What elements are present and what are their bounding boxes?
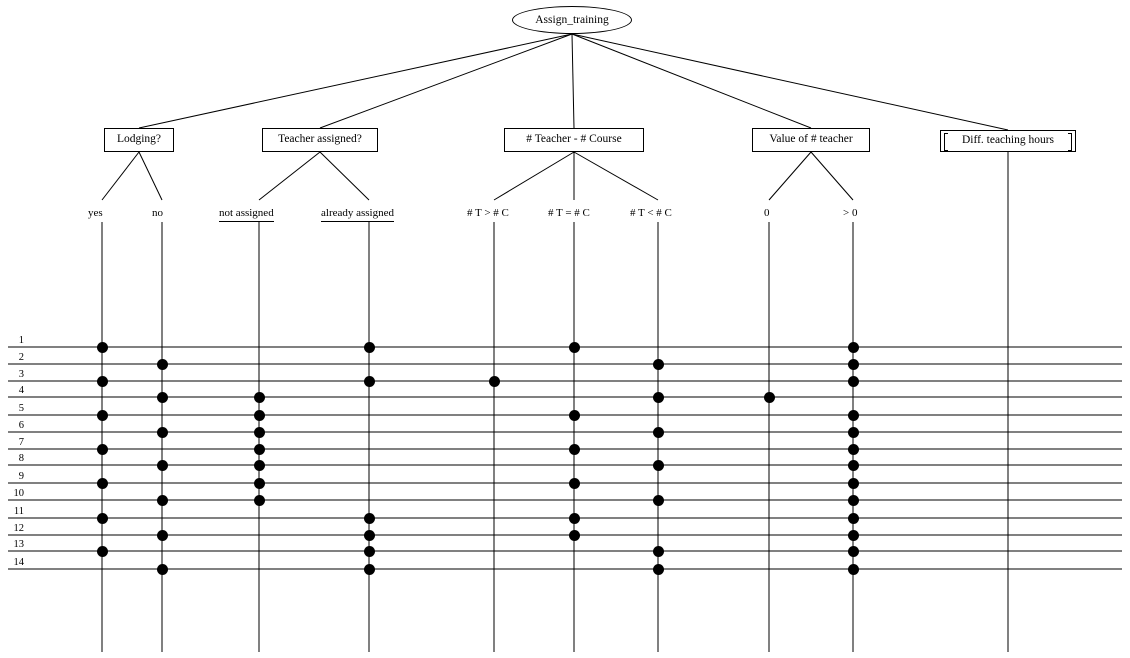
edge-node-0-to-no (139, 152, 162, 200)
dot-row-2-no (157, 359, 168, 370)
dot-row-1-already (364, 342, 375, 353)
row-label-1: 1 (18, 335, 24, 346)
branch-label-no (152, 208, 163, 219)
branch-label-already-assigned-text: already assigned (321, 207, 394, 219)
node-teacher-minus-course-label: # Teacher - # Course (526, 133, 622, 146)
edge-node-3-to-zero (769, 152, 811, 200)
dot-row-1-yes (97, 342, 108, 353)
dot-row-1-gtzero (848, 342, 859, 353)
row-label-3: 3 (18, 369, 24, 380)
row-label-12: 12 (13, 523, 24, 534)
row-label-10: 10 (13, 488, 24, 499)
node-diff-teaching-hours[interactable] (940, 130, 1076, 152)
row-label-5: 5 (18, 403, 24, 414)
dot-row-9-tetc (569, 478, 580, 489)
dot-row-3-tgtc (489, 376, 500, 387)
row-label-2: 2 (18, 352, 24, 363)
edge-node-1-to-notassign (259, 152, 320, 200)
dot-row-11-gtzero (848, 513, 859, 524)
edge-node-2-to-tltc (574, 152, 658, 200)
dot-row-4-no (157, 392, 168, 403)
edge-node-3-to-gtzero (811, 152, 853, 200)
branch-label-no-text: no (152, 207, 163, 219)
dot-row-1-tetc (569, 342, 580, 353)
branch-label-t-equal-c (548, 208, 590, 219)
row-label-6: 6 (18, 420, 24, 431)
branch-label-t-greater-c (467, 208, 509, 219)
branch-label-zero (764, 208, 770, 219)
dot-row-2-tltc (653, 359, 664, 370)
dot-row-5-tetc (569, 410, 580, 421)
dot-row-13-yes (97, 546, 108, 557)
diff-hours-left-bracket (944, 133, 948, 151)
dot-row-13-tltc (653, 546, 664, 557)
dot-row-4-tltc (653, 392, 664, 403)
dot-row-11-yes (97, 513, 108, 524)
edge-node-1-to-already (320, 152, 369, 200)
dot-row-10-tltc (653, 495, 664, 506)
node-value-of-teacher[interactable] (752, 128, 870, 152)
row-label-13: 13 (13, 539, 24, 550)
dot-row-12-already (364, 530, 375, 541)
node-lodging-label: Lodging? (116, 133, 162, 146)
branch-label-greater-zero-text: > 0 (843, 207, 858, 219)
dot-row-8-tltc (653, 460, 664, 471)
dot-row-8-no (157, 460, 168, 471)
dot-row-14-gtzero (848, 564, 859, 575)
dot-row-8-gtzero (848, 460, 859, 471)
dot-row-11-tetc (569, 513, 580, 524)
branch-label-t-greater-c-text: # T > # C (467, 207, 509, 219)
dot-row-14-no (157, 564, 168, 575)
dot-row-13-gtzero (848, 546, 859, 557)
branch-label-yes-text: yes (88, 207, 103, 219)
dot-row-9-gtzero (848, 478, 859, 489)
dot-row-4-zero (764, 392, 775, 403)
edge-root-to-node-3 (572, 34, 811, 128)
dot-row-3-gtzero (848, 376, 859, 387)
dot-row-11-already (364, 513, 375, 524)
dot-row-12-gtzero (848, 530, 859, 541)
root-node[interactable] (512, 6, 632, 34)
branch-label-t-equal-c-text: # T = # C (548, 207, 590, 219)
row-label-9: 9 (18, 471, 24, 482)
row-label-11: 11 (13, 506, 24, 517)
branch-label-greater-zero (843, 208, 857, 219)
node-lodging[interactable] (104, 128, 174, 152)
node-value-of-teacher-label: Value of # teacher (769, 133, 853, 146)
dot-row-6-tltc (653, 427, 664, 438)
branch-label-already-assigned (321, 208, 394, 222)
dot-row-14-already (364, 564, 375, 575)
row-label-4: 4 (18, 385, 24, 396)
dot-row-5-notassign (254, 410, 265, 421)
dot-row-10-gtzero (848, 495, 859, 506)
branch-label-not-assigned (219, 208, 274, 222)
dot-row-10-notassign (254, 495, 265, 506)
row-label-14: 14 (13, 557, 24, 568)
edge-root-to-node-4 (572, 34, 1008, 130)
edge-node-0-to-yes (102, 152, 139, 200)
dot-row-7-notassign (254, 444, 265, 455)
dot-row-6-gtzero (848, 427, 859, 438)
dot-row-12-no (157, 530, 168, 541)
edge-root-to-node-0 (139, 34, 572, 128)
dot-row-6-no (157, 427, 168, 438)
diff-hours-right-bracket (1068, 133, 1072, 151)
dot-row-3-already (364, 376, 375, 387)
row-label-7: 7 (18, 437, 24, 448)
dot-row-5-yes (97, 410, 108, 421)
branch-label-t-less-c-text: # T < # C (630, 207, 672, 219)
dot-row-7-tetc (569, 444, 580, 455)
branch-label-zero-text: 0 (764, 207, 770, 219)
edge-root-to-node-2 (572, 34, 574, 128)
dot-row-9-yes (97, 478, 108, 489)
dot-row-12-tetc (569, 530, 580, 541)
dot-row-2-gtzero (848, 359, 859, 370)
dot-row-9-notassign (254, 478, 265, 489)
dot-row-7-gtzero (848, 444, 859, 455)
row-label-8: 8 (18, 453, 24, 464)
branch-label-not-assigned-text: not assigned (219, 207, 274, 219)
edge-node-2-to-tgtc (494, 152, 574, 200)
dot-row-5-gtzero (848, 410, 859, 421)
dot-row-6-notassign (254, 427, 265, 438)
node-teacher-minus-course[interactable] (504, 128, 644, 152)
node-teacher-assigned[interactable] (262, 128, 378, 152)
root-node-label: Assign_training (535, 14, 609, 26)
branch-label-yes (88, 208, 103, 219)
dot-row-4-notassign (254, 392, 265, 403)
node-diff-teaching-hours-label: Diff. teaching hours (961, 134, 1055, 147)
branch-label-t-less-c (630, 208, 672, 219)
dot-row-14-tltc (653, 564, 664, 575)
node-teacher-assigned-label: Teacher assigned? (278, 133, 362, 146)
dot-row-7-yes (97, 444, 108, 455)
dot-row-10-no (157, 495, 168, 506)
dot-row-13-already (364, 546, 375, 557)
dot-row-3-yes (97, 376, 108, 387)
dot-row-8-notassign (254, 460, 265, 471)
